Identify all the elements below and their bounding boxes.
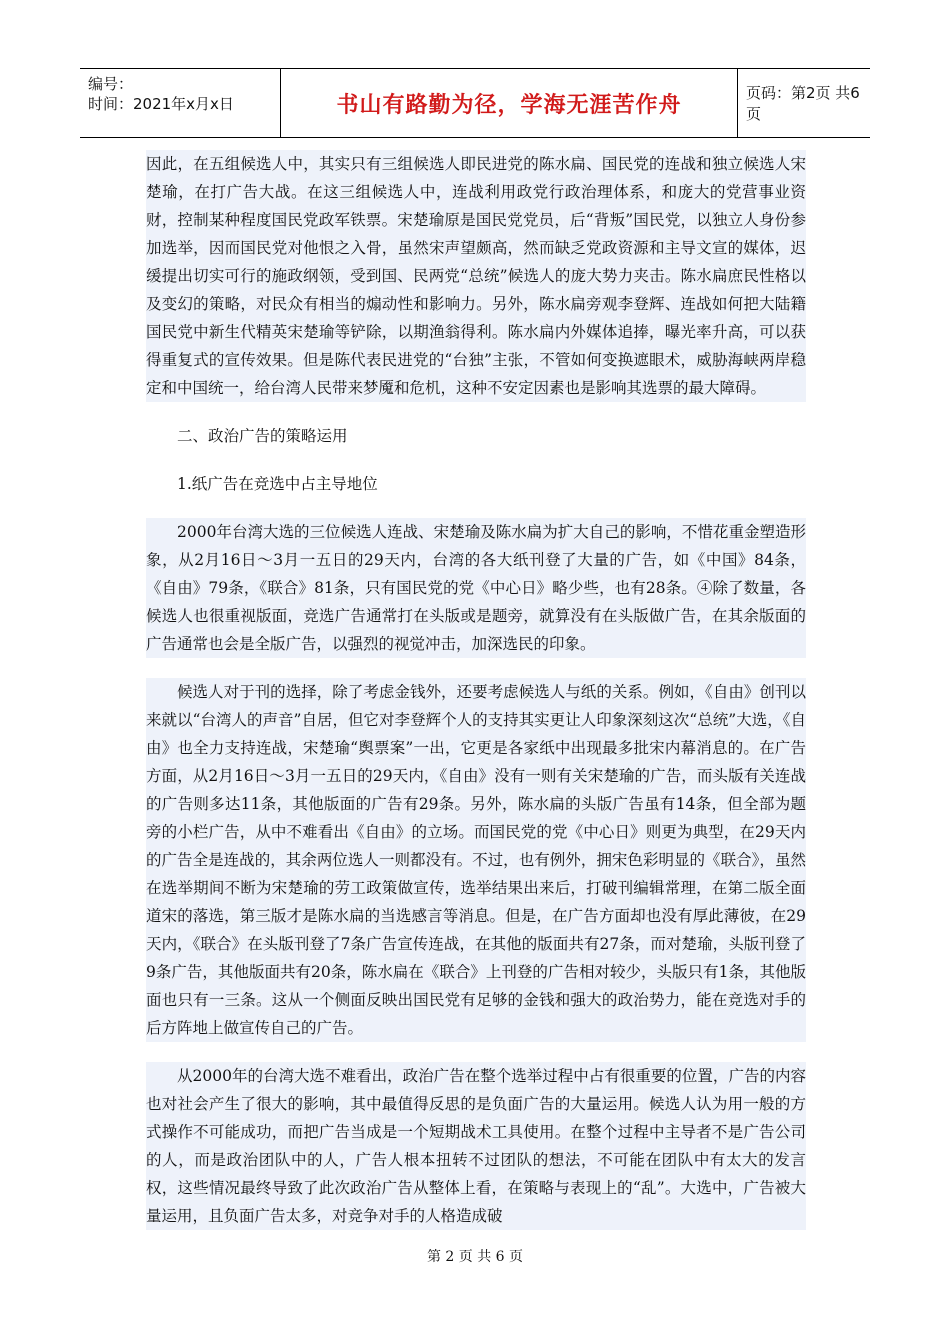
header-page-number: 页码：第2页 共6页 xyxy=(746,84,860,123)
header-motto: 书山有路勤为径，学海无涯苦作舟 xyxy=(280,69,738,137)
paragraph-negative-ads: 从2000年的台湾大选不难看出，政治广告在整个选举过程中占有很重要的位置，广告的内容也对社会产生了很大的影响，其中最值得反思的是负面广告的大量运用。候选人认为用一般的方式操作不可能成功，而把广告当成是一个短期战术工具使用。在整个过程中主导者不是广告公司的人，而是政治团队中的人，广告人根本扭转不过团队的想法，不可能在团队中有太大的发言权，这些情况最终导致了此次政治广告从整体上看，在策略与表现上的“乱”。大选中，广告被大量运用，且负面广告太多，对竞争对手的人格造成破 xyxy=(146,1062,806,1230)
paragraph-candidates: 因此，在五组候选人中，其实只有三组候选人即民进党的陈水扁、国民党的连战和独立候选人宋楚瑜，在打广告大战。在这三组候选人中，连战利用政党行政治理体系，和庞大的党营事业资财，控制某种程度国民党政军铁票。宋楚瑜原是国民党党员，后“背叛”国民党，以独立人身份参加选举，因而国民党对他恨之入骨，虽然宋声望颇高，然而缺乏党政资源和主导文宣的媒体，迟缓提出切实可行的施政纲领，受到国、民两党“总统”候选人的庞大势力夹击。陈水扁庶民性格以及变幻的策略，对民众有相当的煽动性和影响力。另外，陈水扁旁观李登辉、连战如何把大陆籍国民党中新生代精英宋楚瑜等铲除，以期渔翁得利。陈水扁内外媒体追捧，曝光率升高，可以获得重复式的宣传效果。但是陈代表民进党的“台独”主张，不管如何变换遮眼术，威胁海峡两岸稳定和中国统一，给台湾人民带来梦魇和危机，这种不安定因素也是影响其选票的最大障碍。 xyxy=(146,150,806,402)
document-body xyxy=(146,150,806,1230)
section-heading: 二、政治广告的策略运用 xyxy=(177,427,348,445)
header-meta xyxy=(80,69,280,137)
paragraph-newspaper-choice: 候选人对于刊的选择，除了考虑金钱外，还要考虑候选人与纸的关系。例如，《自由》创刊以来就以“台湾人的声音”自居，但它对李登辉个人的支持其实更让人印象深刻这次“总统”大选，《自由》也全力支持连战，宋楚瑜“舆票案”一出，它更是各家纸中出现最多批宋内幕消息的。在广告方面，从2月16日～3月一五日的29天内，《自由》没有一则有关宋楚瑜的广告，而头版有关连战的广告则多达11条，其他版面的广告有29条。另外，陈水扁的头版广告虽有14条，但全部为题旁的小栏广告，从中不难看出《自由》的立场。而国民党的党《中心日》则更为典型，在29天内的广告全是连战的，其余两位选人一则都没有。不过，也有例外，拥宋色彩明显的《联合》，虽然在选举期间不断为宋楚瑜的劳工政策做宣传，选举结果出来后，打破刊编辑常理，在第二版全面道宋的落选，第三版才是陈水扁的当选感言等消息。但是，在广告方面却也没有厚此薄彼，在29天内，《联合》在头版刊登了7条广告宣传连战，在其他的版面共有27条，而对楚瑜，头版刊登了9条广告，其他版面共有20条，陈水扁在《联合》上刊登的广告相对较少，头版只有1条，其他版面也只有一三条。这从一个侧面反映出国民党有足够的金钱和强大的政治势力，能在竞选对手的后方阵地上做宣传自己的广告。 xyxy=(146,678,806,1042)
subsection-heading: 1.纸广告在竞选中占主导地位 xyxy=(177,475,378,493)
document-number-label: 编号： xyxy=(88,75,134,93)
document-header xyxy=(80,68,870,138)
paragraph-newspaper-ads: 2000年台湾大选的三位候选人连战、宋楚瑜及陈水扁为扩大自己的影响，不惜花重金塑造形象，从2月16日～3月一五日的29天内，台湾的各大纸刊登了大量的广告，如《中国》84条，《自由》79条，《联合》81条，只有国民党的党《中心日》略少些，也有28条。④除了数量，各候选人也很重视版面，竞选广告通常打在头版或是题旁，就算没有在头版做广告，在其余版面的广告通常也会是全版广告，以强烈的视觉冲击，加深选民的印象。 xyxy=(146,518,806,658)
document-date-label: 时间：2021年x月x日 xyxy=(88,95,234,113)
page-footer: 第 2 页 共 6 页 xyxy=(426,1249,524,1265)
